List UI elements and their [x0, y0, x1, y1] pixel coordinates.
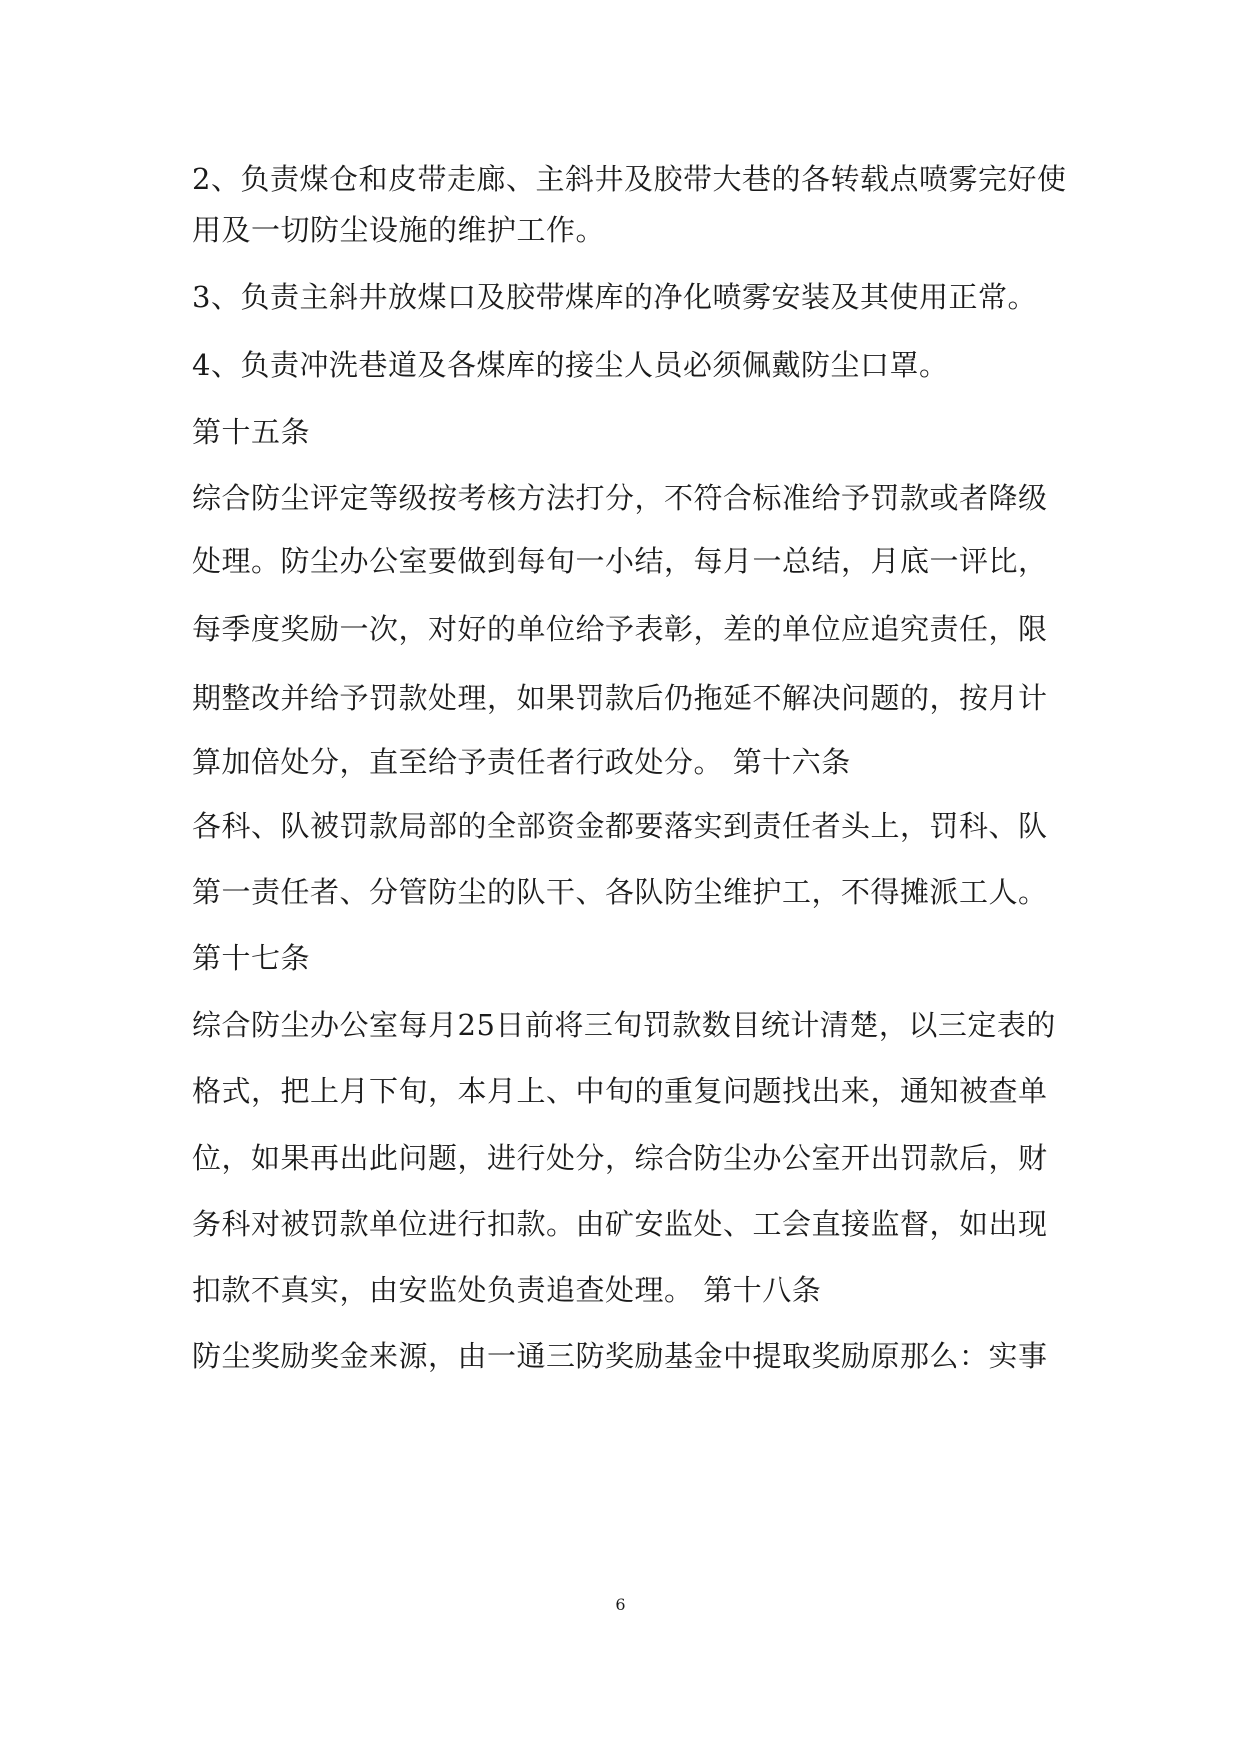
text-line: 用及一切防尘设施的维护工作。: [192, 213, 606, 247]
text-line: 处理。防尘办公室要做到每旬一小结，每月一总结，月底一评比，: [192, 544, 1048, 578]
text-line: 防尘奖励奖金来源，由一通三防奖励基金中提取奖励原那么：实事: [192, 1339, 1048, 1373]
text-line: 综合防尘办公室每月25日前将三旬罚款数目统计清楚，以三定表的: [192, 1008, 1056, 1042]
text-line: 位，如果再出此问题，进行处分，综合防尘办公室开出罚款后，财: [192, 1141, 1048, 1175]
text-line: 综合防尘评定等级按考核方法打分，不符合标准给予罚款或者降级: [192, 481, 1048, 515]
page-number: 6: [615, 1595, 626, 1614]
article-heading: 第十七条: [192, 941, 311, 975]
text-line: 第一责任者、分管防尘的队干、各队防尘维护工，不得摊派工人。: [192, 875, 1048, 909]
text-line: 期整改并给予罚款处理，如果罚款后仍拖延不解决问题的，按月计: [192, 681, 1048, 715]
text-line: 4、负责冲洗巷道及各煤库的接尘人员必须佩戴防尘口罩。: [192, 348, 949, 382]
text-line: 每季度奖励一次，对好的单位给予表彰，差的单位应追究责任，限: [192, 612, 1048, 646]
text-line: 3、负责主斜井放煤口及胶带煤库的净化喷雾安装及其使用正常。: [192, 280, 1037, 314]
article-heading: 第十五条: [192, 415, 311, 449]
text-line: 算加倍处分，直至给予责任者行政处分。 第十六条: [192, 745, 851, 779]
text-line: 务科对被罚款单位进行扣款。由矿安监处、工会直接监督，如出现: [192, 1207, 1048, 1241]
text-line: 2、负责煤仓和皮带走廊、主斜井及胶带大巷的各转载点喷雾完好使: [192, 162, 1067, 196]
text-line: 格式，把上月下旬，本月上、中旬的重复问题找出来，通知被查单: [192, 1074, 1048, 1108]
text-line: 扣款不真实，由安监处负责追查处理。 第十八条: [192, 1273, 822, 1307]
text-line: 各科、队被罚款局部的全部资金都要落实到责任者头上，罚科、队: [192, 809, 1048, 843]
